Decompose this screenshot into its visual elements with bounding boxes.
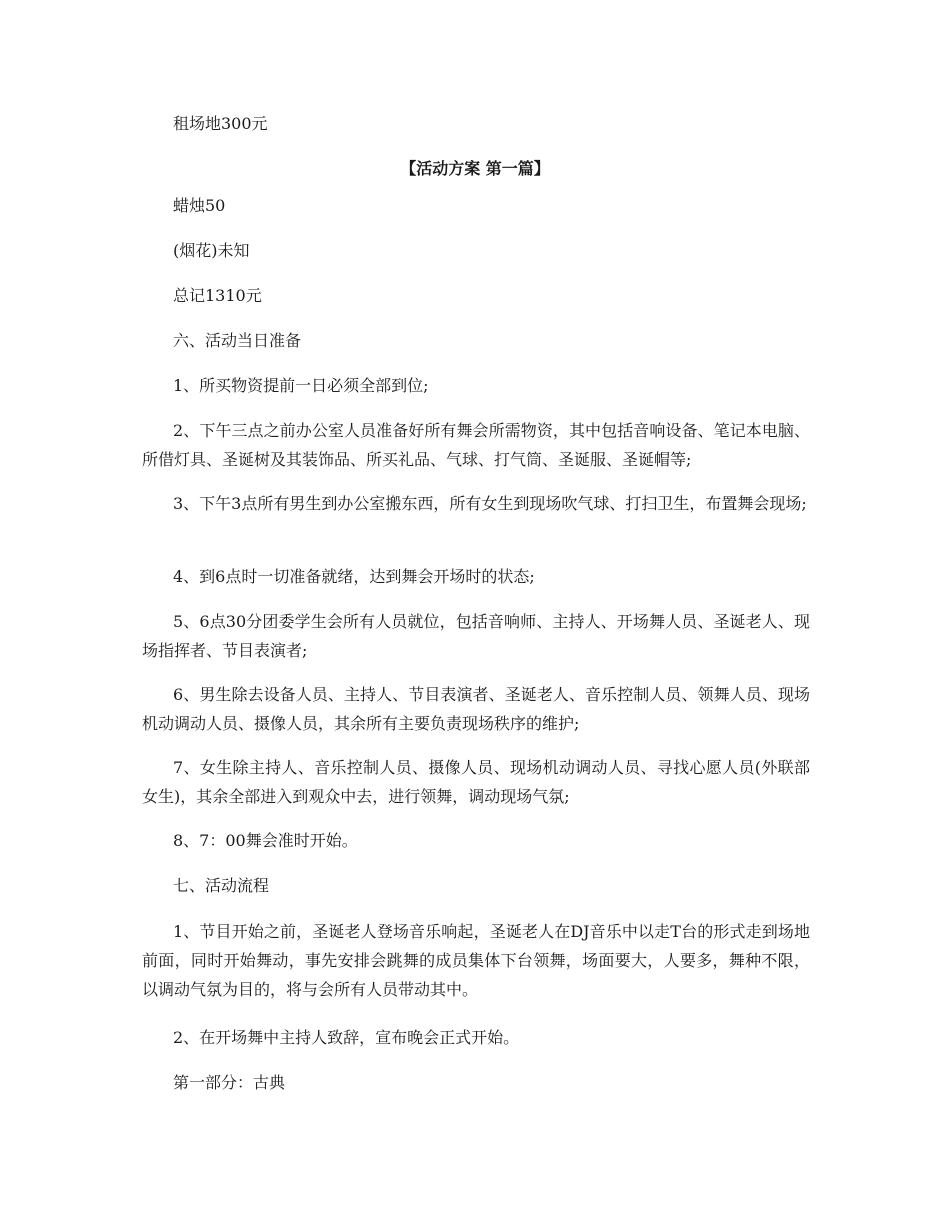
text-line-total: 总记1310元 [173, 286, 262, 305]
list-item-prep-4: 4、到6点时一切准备就绪，达到舞会开场时的状态; [173, 567, 535, 586]
list-item-prep-2: 2、下午三点之前办公室人员准备好所有舞会所需物资，其中包括音响设备、笔记本电脑、所借灯具、圣诞树及其装饰品、所买礼品、气球、打气筒、圣诞服、圣诞帽等; [142, 421, 810, 469]
list-item-prep-1: 1、所买物资提前一日必须全部到位; [173, 376, 429, 395]
list-item-prep-3: 3、下午3点所有男生到办公室搬东西，所有女生到现场吹气球、打扫卫生，布置舞会现场; [173, 494, 807, 513]
list-item-flow-2: 2、在开场舞中主持人致辞，宣布晚会正式开始。 [173, 1028, 520, 1047]
list-item-prep-8: 8、7：00舞会准时开始。 [173, 831, 358, 850]
text-line-fireworks: (烟花)未知 [173, 241, 250, 260]
text-line-venue-rent: 租场地300元 [173, 114, 268, 133]
list-item-prep-7: 7、女生除主持人、音乐控制人员、摄像人员、现场机动调动人员、寻找心愿人员(外联部女生)，其余全部进入到观众中去，进行领舞，调动现场气氛; [142, 758, 810, 806]
text-line-candles: 蜡烛50 [173, 196, 226, 215]
section-title: 【活动方案 第一篇】 [400, 159, 550, 178]
list-item-prep-6: 6、男生除去设备人员、主持人、节目表演者、圣诞老人、音乐控制人员、领舞人员、现场机动调动人员、摄像人员，其余所有主要负责现场秩序的维护; [142, 685, 810, 733]
list-item-prep-5: 5、6点30分团委学生会所有人员就位，包括音响师、主持人、开场舞人员、圣诞老人、现场指挥者、节目表演者; [142, 612, 810, 660]
heading-day-preparation: 六、活动当日准备 [173, 331, 302, 350]
heading-activity-flow: 七、活动流程 [173, 876, 270, 895]
list-item-flow-1: 1、节目开始之前，圣诞老人登场音乐响起，圣诞老人在DJ音乐中以走T台的形式走到场地前面，同时开始舞动，事先安排会跳舞的成员集体下台领舞，场面要大，人要多，舞种不限，以调动气氛为目的，将与会所有人员带动其中。 [142, 922, 810, 999]
text-line-part-one: 第一部分：古典 [173, 1073, 286, 1092]
